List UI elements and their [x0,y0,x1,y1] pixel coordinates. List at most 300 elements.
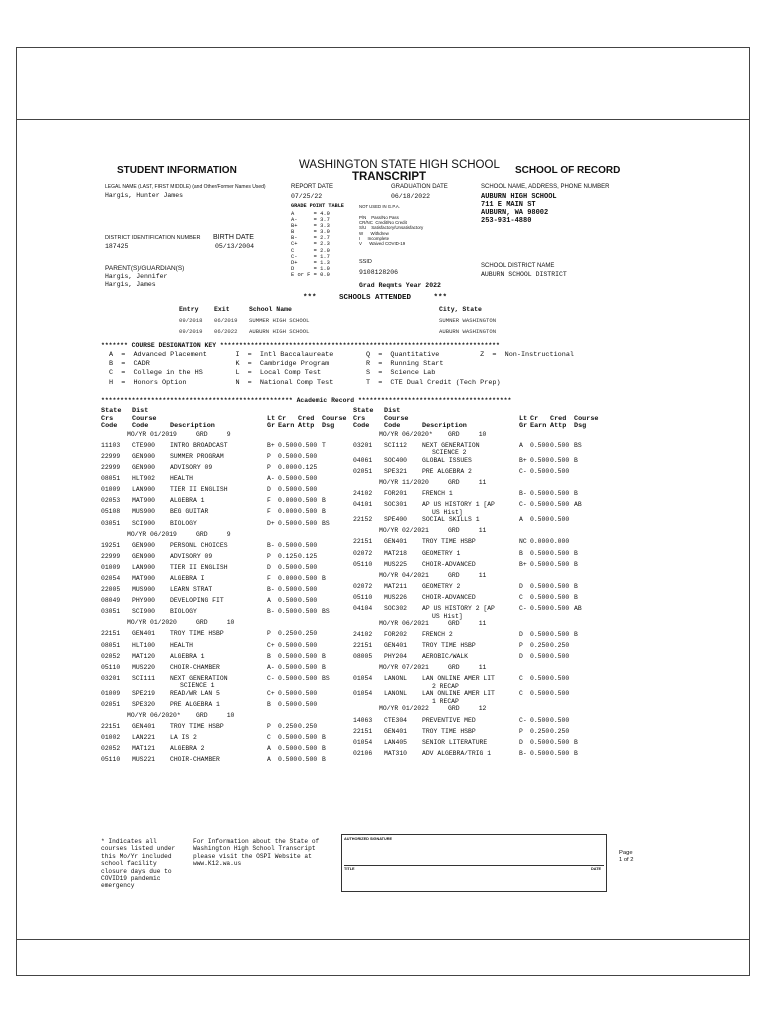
course-description-line1: FRENCH 1 [422,490,453,498]
letter-grade: A- [267,475,275,483]
letter-grade: C [267,734,271,742]
course-description-line1: READ/WR LAN 5 [170,689,220,697]
course-description [422,490,519,501]
credit-attempted: 0.500 [550,582,570,590]
course-designation: B [322,734,326,742]
district-course-code: PHY204 [384,653,408,661]
course-row [101,553,346,564]
course-designation: B [322,745,326,753]
course-row [353,739,598,750]
term-row [101,531,346,542]
record-header-lt: Lt Gr [267,414,276,431]
district-course-code: MUS900 [132,586,156,594]
record-header-cred: Cred Attp [298,414,315,431]
district-course-code: CTE304 [384,716,408,724]
parent-2: Hargis, James [105,281,156,288]
course-row [101,653,346,664]
course-description [422,594,519,605]
course-row [353,605,598,620]
state-course-code: 02051 [101,700,121,708]
credit-attempted: 0.500 [550,593,570,601]
state-course-code: 01002 [101,734,121,742]
transcript-title-line1: WASHINGTON STATE HIGH SCHOOL [299,159,500,171]
state-course-code: 01009 [101,689,121,697]
state-course-code: 02052 [101,652,121,660]
course-description [170,664,267,675]
credit-earned: 0.500 [278,652,298,660]
page-number: Page 1 of 2 [619,850,634,864]
course-designation [322,453,346,464]
district-course-code: FOR201 [384,490,408,498]
course-description-line1: BIOLOGY [170,608,197,616]
credit-earned: 0.500 [278,674,298,682]
course-description [170,690,267,701]
letter-grade: B- [519,749,527,757]
course-description-line2: US Hist] [432,612,463,620]
course-designation: B [322,497,326,505]
course-row [353,594,598,605]
district-course-code: SCI112 [384,441,408,449]
course-designation [574,538,598,549]
course-description [422,561,519,572]
record-header-desc: Description [422,422,467,431]
course-description-line2: 2 RECAP [432,682,459,690]
school-phone: 253-931-4880 [481,217,532,225]
term-label: MO/YR 06/2020* GRD 10 [127,712,235,720]
credit-attempted: 0.500 [550,490,570,498]
credit-earned: 0.500 [530,582,550,590]
credit-earned: 0.000 [278,575,298,582]
district-course-code: LAN900 [132,486,156,494]
credit-earned: 0.500 [530,631,550,639]
credit-attempted: 0.500 [550,456,570,464]
course-description [422,750,519,761]
legal-name: Hargis, Hunter James [105,192,184,199]
state-course-code: 02051 [353,467,373,475]
course-row [101,542,346,553]
district-course-code: GEN401 [384,727,408,735]
letter-grade: B+ [519,560,527,568]
course-description-line1: PERSONL CHOICES [170,541,228,549]
credit-attempted: 0.500 [298,674,318,682]
letter-grade: A- [267,663,275,671]
state-course-code: 01054 [353,690,373,698]
district-course-code: SPE219 [132,689,156,697]
state-course-code: 24102 [353,490,373,498]
credit-earned: 0.500 [278,452,298,460]
course-row [353,468,598,479]
credit-earned: 0.500 [530,560,550,568]
letter-grade: D [267,486,271,494]
course-key-title: ******* COURSE DESIGNATION KEY ************************************************************************* [101,342,500,349]
district-course-code: MAT900 [132,497,156,505]
letter-grade: P [519,642,523,650]
course-description-line1: BEG GUITAR [170,508,209,516]
credit-earned: 0.500 [530,501,550,509]
course-description [170,701,267,712]
credit-attempted: 0.500 [298,519,318,527]
letter-grade: F [267,575,271,582]
state-course-code: 03051 [101,608,121,616]
ssid: 9108128206 [359,269,399,276]
credit-attempted: 0.500 [298,745,318,753]
course-description [170,564,267,575]
letter-grade: C- [519,467,527,475]
course-row [101,642,346,653]
course-designation: B [574,631,578,639]
credit-earned: 0.500 [278,541,298,549]
top-divider [16,119,750,120]
record-header-state: State Crs Code [353,407,374,431]
course-description [170,575,267,586]
credit-earned: 0.000 [278,508,298,516]
credit-earned: 0.500 [530,456,550,464]
district-course-code: MUS900 [132,508,156,516]
course-description-line1: LAN ONLINE AMER LIT [422,690,495,698]
credit-attempted: 0.500 [298,663,318,671]
course-description [170,464,267,475]
course-designation [322,542,346,553]
course-description-line1: GLOBAL ISSUES [422,456,472,464]
state-course-code: 04061 [353,456,373,464]
course-description [170,675,267,690]
district-course-code: HLT902 [132,475,156,483]
record-header-dist: Dist Course Code [384,407,409,431]
district-course-code: MUS221 [132,756,156,764]
letter-grade: B [267,700,271,708]
course-row [101,520,346,531]
credit-attempted: 0.500 [550,605,570,612]
credit-attempted: 0.500 [298,486,318,494]
letter-grade: F [267,497,271,505]
course-description [170,442,267,453]
record-header-row [353,408,598,431]
state-course-code: 22151 [353,727,373,735]
sa-entry: 09/2019 [179,328,203,335]
credit-earned: 0.250 [530,727,550,735]
district-course-code: MAT900 [132,575,156,582]
course-designation: B [574,738,578,746]
letter-grade: D [519,582,523,590]
district-course-code: LAN221 [132,734,156,742]
credit-attempted: 0.500 [298,700,318,708]
district-course-code: SOC301 [384,501,408,509]
letter-grade: A [519,516,523,524]
credit-attempted: 0.500 [298,756,318,764]
sa-header-exit: Exit [214,306,230,313]
course-description [422,728,519,739]
record-right-table [353,408,598,761]
letter-grade: C- [267,674,275,682]
letter-grade: C+ [267,641,275,649]
record-header-cr: Cr Earn [530,414,547,431]
graduation-date-label: GRADUATION DATE [391,184,448,190]
letter-grade: B- [267,608,275,616]
course-designation [322,464,346,475]
course-description-line1: ALGEBRA 1 [170,497,205,505]
state-course-code: 08005 [353,653,373,661]
school-address-1: 711 E MAIN ST [481,201,536,209]
course-key-list: A = Advanced Placement I = Intl Baccalaureate Q = Quantitative Z = Non-Instructional B = CADR K = Cambridge Program R = Running Start C = College in the HS L = Local Comp Test S = Science Lab H = Honors Option N = National Comp Test T = CTE Dual Credit (Tech Prep) [109,351,574,387]
course-row [353,717,598,728]
sa-name: SUMMER HIGH SCHOOL [249,317,310,324]
course-designation: B [574,490,578,498]
credit-earned: 0.500 [278,586,298,594]
term-label: MO/YR 06/2020* GRD 10 [379,430,487,438]
credit-earned: 0.500 [278,734,298,742]
district-course-code: MUS225 [384,560,408,568]
course-description-line1: AP US HISTORY 2 [AP [422,605,495,612]
state-course-code: 04101 [353,501,373,509]
sa-city: AUBURN WASHINGTON [439,328,497,335]
course-designation [574,468,598,479]
district-course-code: GEN900 [132,464,156,472]
district-course-code: GEN900 [132,452,156,460]
credit-attempted: 0.500 [298,652,318,660]
course-row [101,608,346,619]
course-description-line1: CHOIR-ADVANCED [422,560,476,568]
letter-grade: B- [267,586,275,594]
credit-attempted: 0.500 [298,575,318,582]
state-course-code: 08051 [101,475,121,483]
signature-box [341,834,607,892]
term-row [101,619,346,630]
course-designation [574,642,598,653]
course-description-line1: SOCIAL SKILLS 1 [422,516,480,524]
credit-attempted: 0.125 [298,464,318,472]
record-right-column [353,408,598,761]
letter-grade: D+ [267,519,275,527]
course-description-line1: ALGEBRA I [170,575,205,582]
course-designation [574,516,598,527]
course-designation [322,723,346,734]
state-course-code: 19251 [101,541,121,549]
course-designation [574,728,598,739]
course-designation: B [322,756,326,764]
course-designation: B [322,508,326,516]
letter-grade: B [267,652,271,660]
course-description [170,745,267,756]
course-description [170,497,267,508]
course-description-line1: TROY TIME HSBP [170,630,224,638]
signature-line [344,865,604,866]
academic-record-title: ************************************************** Academic Record **************************************** [101,397,512,404]
credit-earned: 0.500 [530,653,550,661]
district-course-code: MAT310 [384,749,408,757]
credit-earned: 0.500 [278,756,298,764]
course-designation [322,586,346,597]
district-id-label: DISTRICT IDENTIFICATION NUMBER [105,235,201,241]
credit-attempted: 0.500 [550,549,570,557]
state-course-code: 22005 [101,586,121,594]
course-description [422,538,519,549]
course-designation [574,653,598,664]
letter-grade: P [267,464,271,472]
course-designation: B [322,652,326,660]
state-course-code: 22151 [101,630,121,638]
state-course-code: 24102 [353,631,373,639]
record-header-course: Course Dsg [322,414,347,431]
course-row [353,642,598,653]
course-description-line1: ALGEBRA 1 [170,652,205,660]
school-district-label: SCHOOL DISTRICT NAME [481,263,555,269]
birth-date: 05/13/2004 [215,243,255,250]
credit-attempted: 0.500 [298,641,318,649]
credit-attempted: 0.500 [298,497,318,505]
term-row [353,479,598,490]
state-course-code: 22151 [353,642,373,650]
credit-attempted: 0.250 [550,727,570,735]
credit-earned: 0.500 [530,441,550,449]
course-designation: B [574,456,578,464]
state-course-code: 03201 [101,674,121,682]
state-course-code: 22999 [101,452,121,460]
letter-grade: P [267,552,271,560]
letter-grade: D [519,653,523,661]
state-course-code: 05110 [353,593,373,601]
district-course-code: SCI111 [132,674,156,682]
course-description [170,475,267,486]
record-header-dist: Dist Course Code [132,407,157,431]
state-course-code: 01054 [353,738,373,746]
credit-earned: 0.500 [530,690,550,698]
state-course-code: 01054 [353,675,373,683]
credit-attempted: 0.500 [298,563,318,571]
school-of-record-heading: SCHOOL OF RECORD [515,165,621,176]
district-course-code: GEN900 [132,552,156,560]
course-designation: AB [574,605,582,612]
letter-grade: P [519,727,523,735]
state-course-code: 05110 [101,663,121,671]
credit-earned: 0.500 [278,597,298,605]
course-description [422,675,519,690]
course-description [170,734,267,745]
course-description-line1: TIER II ENGLISH [170,486,228,494]
course-description [170,653,267,664]
course-description [422,583,519,594]
state-course-code: 22152 [353,516,373,524]
record-header-course: Course Dsg [574,414,599,431]
ospi-info: For Information about the State of Washington High School Transcript please visit the OSPI Website at www.K12.wa.us [193,838,320,868]
district-course-code: HLT100 [132,641,156,649]
course-row [353,653,598,664]
sa-header-school-name: School Name [249,306,292,313]
course-description-line1: SENIOR LITERATURE [422,738,488,746]
district-course-code: MAT121 [132,745,156,753]
course-description-line1: DEVELOPING FIT [170,597,224,605]
letter-grade: A [267,756,271,764]
term-label: MO/YR 06/2019 GRD 9 [127,530,231,538]
not-used-list: P/N Pass/No Pass CR/NC Credit/No Credit S/U Satisfactory/Unsatisfactory W Withdrew I Incomplete V Waived COVID-19 [359,215,424,247]
course-row [101,675,346,690]
parent-1: Hargis, Jennifer [105,273,168,280]
course-row [353,583,598,594]
credit-earned: 0.000 [278,464,298,472]
course-designation [322,553,346,564]
state-course-code: 02072 [353,549,373,557]
credit-earned: 0.250 [278,630,298,638]
letter-grade: D [519,631,523,639]
credit-earned: 0.500 [530,716,550,724]
course-description-line1: LAN ONLINE AMER LIT [422,675,495,683]
credit-earned: 0.500 [278,563,298,571]
course-description [422,442,519,457]
course-row [101,586,346,597]
course-description-line1: CHOIR-ADVANCED [422,593,476,601]
course-description-line2: SCIENCE 2 [432,449,467,457]
state-course-code: 02054 [101,575,121,582]
letter-grade: C- [519,605,527,612]
course-row [353,516,598,527]
course-designation [574,717,598,728]
course-designation: B [322,575,326,582]
course-row [353,675,598,690]
credit-attempted: 0.125 [298,552,318,560]
course-description [170,597,267,608]
course-row [353,561,598,572]
record-header-state: State Crs Code [101,407,122,431]
course-row [353,501,598,516]
credit-earned: 0.500 [530,467,550,475]
course-description-line1: HEALTH [170,475,194,483]
district-course-code: MAT218 [384,549,408,557]
credit-attempted: 0.500 [550,653,570,661]
state-course-code: 03201 [353,441,373,449]
course-row [101,475,346,486]
sa-name: AUBURN HIGH SCHOOL [249,328,310,335]
course-description [170,486,267,497]
record-header-cr: Cr Earn [278,414,295,431]
course-description-line1: AP US HISTORY 1 [AP [422,501,495,509]
grad-requirements-year: Grad Reqmts Year 2022 [359,282,441,289]
credit-attempted: 0.500 [298,608,318,616]
state-course-code: 22151 [101,723,121,731]
course-row [101,756,346,767]
parents-label: PARENT(S)/GUARDIAN(S) [105,265,185,272]
letter-grade: P [267,452,271,460]
course-description-line1: ALGEBRA 2 [170,745,205,753]
letter-grade: A [519,441,523,449]
course-row [101,664,346,675]
credit-attempted: 0.500 [550,690,570,698]
credit-attempted: 0.500 [550,516,570,524]
record-header-lt: Lt Gr [519,414,528,431]
course-designation: T [322,441,326,449]
credit-earned: 0.500 [278,745,298,753]
letter-grade: D [267,563,271,571]
course-description-line1: GEOMETRY 1 [422,549,461,557]
course-description [170,756,267,767]
credit-attempted: 0.500 [550,749,570,757]
record-left-column [101,408,346,768]
state-course-code: 22999 [101,464,121,472]
graduation-date: 06/18/2022 [391,193,431,200]
term-label: MO/YR 04/2021 GRD 11 [379,571,487,579]
course-description-line1: CHOIR-CHAMBER [170,756,220,764]
course-designation: BS [322,608,330,616]
course-designation: B [574,582,578,590]
state-course-code: 05108 [101,508,121,516]
course-description-line1: BIOLOGY [170,519,197,527]
letter-grade: C [519,690,523,698]
credit-earned: 0.500 [530,738,550,746]
district-course-code: GEN401 [384,642,408,650]
credit-attempted: 0.500 [550,631,570,639]
course-row [101,597,346,608]
credit-earned: 0.500 [278,608,298,616]
term-row [353,664,598,675]
credit-attempted: 0.500 [298,597,318,605]
